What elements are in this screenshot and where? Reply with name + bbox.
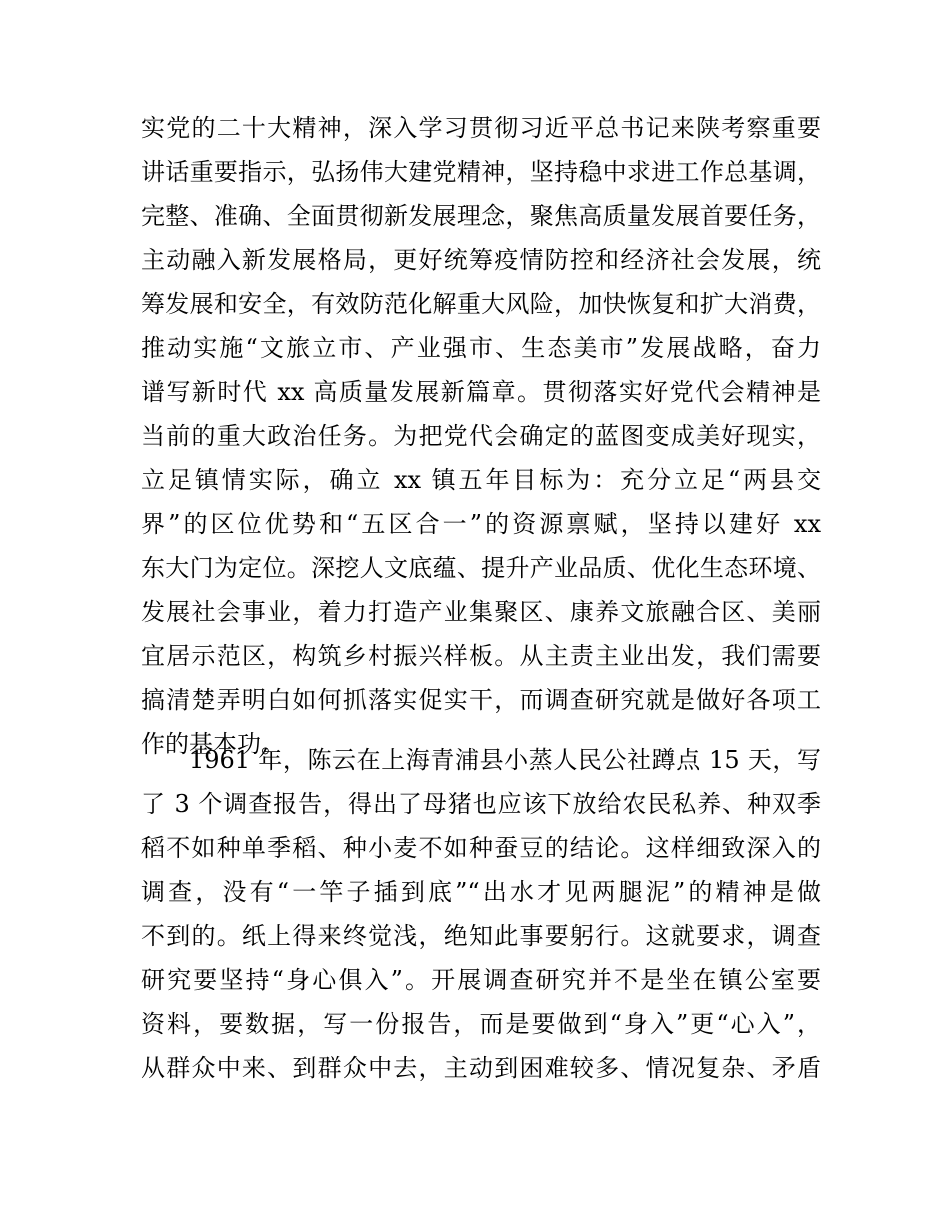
- text-line: 完整、准确、全面贯彻新发展理念，聚焦高质量发展首要任务，: [141, 202, 821, 230]
- text-line: 主动融入新发展格局，更好统筹疫情防控和经济社会发展，统: [141, 246, 821, 274]
- text-line: 界”的区位优势和“五区合一”的资源禀赋，坚持以建好 xx: [141, 510, 821, 538]
- text-line: 立足镇情实际，确立 xx 镇五年目标为：充分立足“两县交: [141, 466, 821, 494]
- text-line: 推动实施“文旅立市、产业强市、生态美市”发展战略，奋力: [141, 334, 821, 362]
- text-line: 发展社会事业，着力打造产业集聚区、康养文旅融合区、美丽: [141, 598, 821, 626]
- text-line: 稻不如种单季稻、种小麦不如种蚕豆的结论。这样细致深入的: [141, 834, 821, 862]
- paragraph-2: [141, 738, 821, 1090]
- text-line: 搞清楚弄明白如何抓落实促实干，而调查研究就是做好各项工: [141, 686, 821, 714]
- text-line: 从群众中来、到群众中去，主动到困难较多、情况复杂、矛盾: [141, 1054, 821, 1082]
- text-line: 宜居示范区，构筑乡村振兴样板。从主责主业出发，我们需要: [141, 642, 821, 670]
- text-line: 了 3 个调查报告，得出了母猪也应该下放给农民私养、种双季: [141, 790, 821, 818]
- text-line: 实党的二十大精神，深入学习贯彻习近平总书记来陕考察重要: [141, 114, 821, 142]
- text-line: 资料，要数据，写一份报告，而是要做到“身入”更“心入”，: [141, 1010, 821, 1038]
- text-line: 研究要坚持“身心俱入”。开展调查研究并不是坐在镇公室要: [141, 966, 821, 994]
- text-line: 当前的重大政治任务。为把党代会确定的蓝图变成美好现实，: [141, 422, 821, 450]
- text-line: 调查，没有“一竿子插到底”“出水才见两腿泥”的精神是做: [141, 878, 821, 906]
- text-line: 作的基本功。: [141, 730, 285, 758]
- text-line: 不到的。纸上得来终觉浅，绝知此事要躬行。这就要求，调查: [141, 922, 821, 950]
- text-line: 1961 年，陈云在上海青浦县小蒸人民公社蹲点 15 天，写: [189, 746, 821, 774]
- text-line: 谱写新时代 xx 高质量发展新篇章。贯彻落实好党代会精神是: [141, 378, 821, 406]
- text-line: 讲话重要指示，弘扬伟大建党精神，坚持稳中求进工作总基调，: [141, 158, 821, 186]
- text-line: 筹发展和安全，有效防范化解重大风险，加快恢复和扩大消费，: [141, 290, 821, 318]
- paragraph-1: [141, 106, 821, 766]
- text-line: 东大门为定位。深挖人文底蕴、提升产业品质、优化生态环境、: [141, 554, 821, 582]
